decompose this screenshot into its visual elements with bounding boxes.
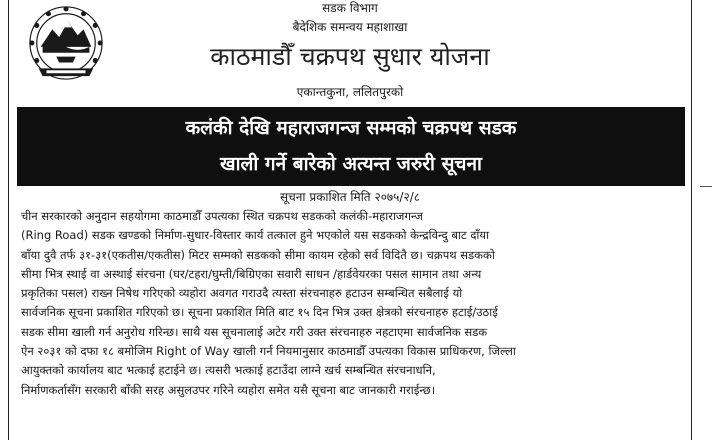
body-line: चीन सरकारको अनुदान सहयोगमा काठमाडौँ उपत्यका स्थित चक्रपथ सडकको कलंकी-महाराजगन्ज bbox=[21, 209, 423, 223]
body-line: सीमा भित्र स्थाई वा अस्थाई संरचना (घर/टहरा/घुम्ती/बिग्रिएका सवारी साधन /हार्डवेयरका पसल सामान तथा अन्य bbox=[21, 266, 482, 281]
publication-date: सूचना प्रकाशित मिति २०७५/२/८ bbox=[280, 190, 420, 204]
department-name: सडक विभाग bbox=[322, 1, 378, 15]
body-line: निर्माणकर्तासँग सरकारी बाँकी सरह असुलउपर गरिने व्यहोरा समेत यसै सूचना बाट जानकारी गराईन्छ। bbox=[21, 382, 436, 397]
body-line: प्रकृतिका पसल) राख्न निषेध गरिएको व्यहोरा अवगत गराउदै त्यस्ता संरचनाहरु हटाउन सम्बन्धित सबैलाई यो bbox=[21, 286, 463, 301]
edge-divider bbox=[700, 186, 712, 187]
body-line: सार्वजनिक सूचना प्रकाशित गरिएको छ। सूचना प्रकाशित मिति बाट १५ दिन भित्र उक्त क्षेत्रको संरचनाहरु हटाई/उठाई bbox=[21, 305, 498, 320]
notice-body bbox=[21, 207, 683, 400]
office-address: एकान्तकुना, ललितपुरको bbox=[296, 85, 404, 99]
notice-title-line-2: खाली गर्ने बारेको अत्यन्त जरुरी सूचना bbox=[220, 153, 482, 175]
notice-title-band bbox=[17, 107, 685, 186]
body-line: बाँया दुवै तर्फ ३१-३१(एकतीस/एकतीस) मिटर सम्मको सडकको सीमा कायम रहेको सर्व विदितै छ। चक्रपथ सडकको bbox=[21, 247, 495, 262]
project-name: काठमाडौँ चक्रपथ सुधार योजना bbox=[210, 42, 490, 71]
body-line: सडक सीमा खाली गर्न अनुरोध गरिन्छ। साथै यस सूचनालाई अटेर गरी उक्त संरचनाहरु नहटाएमा सार्वजनिक सडक bbox=[21, 324, 488, 339]
division-name: बैदेशिक समन्वय महाशाखा bbox=[292, 20, 408, 34]
body-line: ऐन २०३१ को दफा १८ बमोजिम Right of Way खाली गर्न नियमानुसार काठमाडौँ उपत्यका विकास प्राधिकरण, जिल्ला bbox=[21, 344, 516, 359]
public-notice bbox=[8, 0, 692, 440]
body-line: आयुक्तको कार्यालय बाट भत्काई हटाईने छ। त्यसरी भत्काई हटाउँदा लाग्ने खर्च सम्बन्धित संरचनाधनि, bbox=[21, 363, 436, 378]
body-line: (Ring Road) सडक खण्डको निर्माण-सुधार-विस्तार कार्य तत्काल हुने भएकोले यस सडकको केन्द्रविन्दु बाट दाँया bbox=[21, 228, 490, 243]
notice-title-line-1: कलंकी देखि महाराजगन्ज सम्मको चक्रपथ सडक bbox=[185, 117, 517, 139]
